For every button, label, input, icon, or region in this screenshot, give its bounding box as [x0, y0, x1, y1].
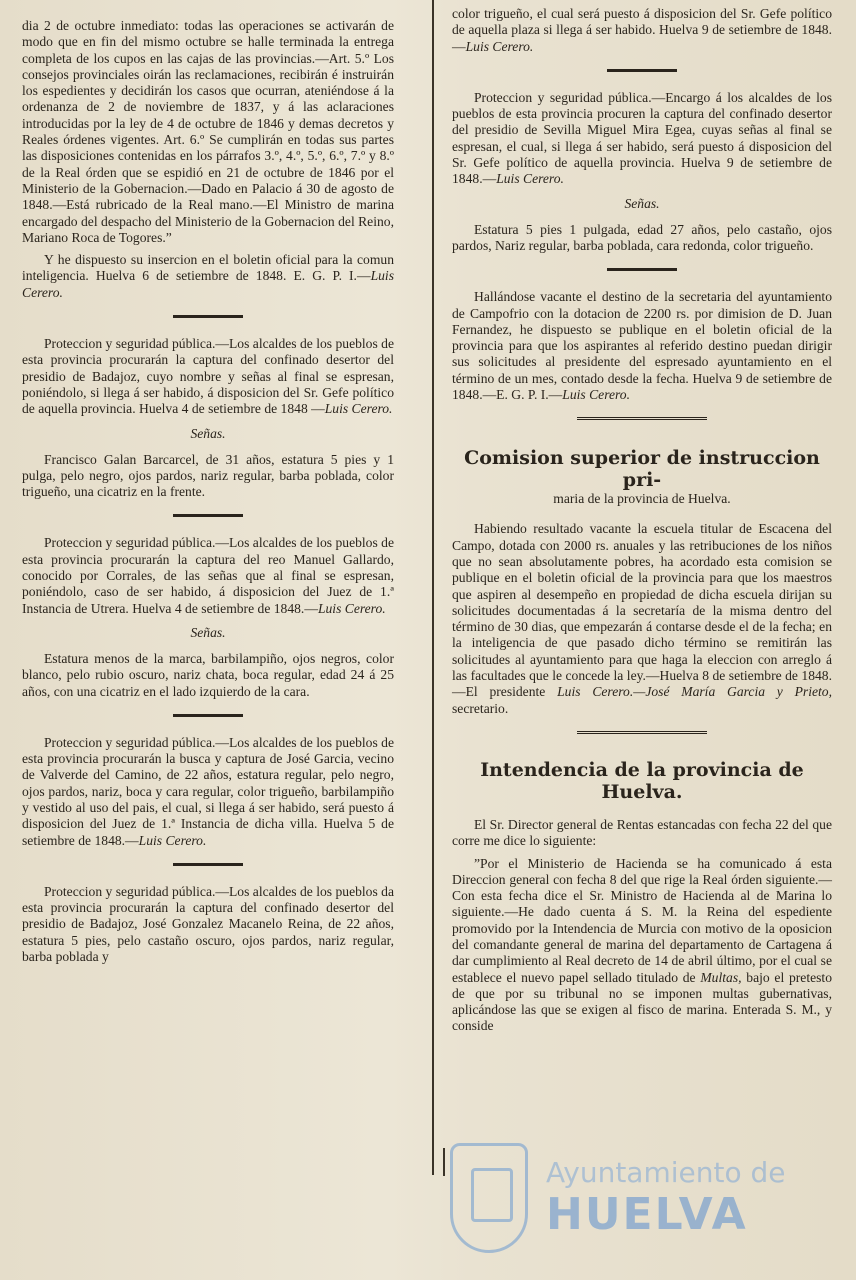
insertion-notice-text: Y he dispuesto su insercion en el boletin oficial para la comun inteligencia. Huelva 6 de setiembre de 1848. E. G. P. I.— — [22, 252, 394, 284]
senas-gallardo: Estatura menos de la marca, barbilampiño, ojos negros, color blanco, pelo rubio oscuro, nariz chata, boca regular, edad 24 á 25 años, con una cicatriz en el lado izquierdo de la cara. — [22, 650, 394, 699]
notice-escacena-signature: Luis Cerero.—José María Garcia y Prieto, — [557, 684, 833, 700]
notice-campofrio-text: Hallándose vacante el destino de la secretaria del ayuntamiento de Campofrio con la dotacion de 2200 rs. por dimision de D. Juan Fernandez, he dispuesto se publique en el boletin oficial de la provincia para que los aspirantes al referido destino puedan dirigir sus solicitudes al presidente del espresado ayuntamiento en el término de un mes, contado desde la fecha. Huelva 9 de setiembre de 1848.—E. G. P. I.— — [452, 289, 832, 403]
senas-label: Señas. — [190, 624, 226, 640]
separator-rule — [173, 514, 243, 517]
intendencia-order — [452, 856, 832, 1035]
notice-continuation — [452, 6, 832, 55]
section-double-rule — [577, 731, 707, 737]
senas-mira-egea: Estatura 5 pies 1 pulgada, edad 27 años, pelo castaño, ojos pardos, Nariz regular, barba poblada, cara redonda, color trigueño. — [452, 221, 832, 253]
watermark-line2: HUELVA — [546, 1189, 748, 1240]
intendencia-order-text: ”Por el Ministerio de Hacienda se ha comunicado á esta Direccion general con fecha 8 del que rige la Real órden siguiente.—Con esta fecha dice el Sr. Ministro de Hacienda al de Marina lo siguiente.—He dado cuenta á S. M. la Reina del espediente promovido por la Intendencia de Murcia con motivo de la oposicion del comandante general de marina del departamento de Cartagena á dar cumplimiento al Real decreto de 14 de abril último, por el cual se establece el nuevo papel sellado titulado de — [452, 855, 832, 985]
notice-garcia — [22, 735, 394, 849]
separator-rule — [173, 315, 243, 318]
decree-continuation: dia 2 de octubre inmediato: todas las operaciones se activarán de modo que en fin del mismo octubre se halle terminada la entrega completa de los cupos en las cajas de las provincias.—Art. 5.º Los consejos provinciales oirán las reclamaciones, recibirán é instruirán los espedientes y decidirán los casos que ocurran, ateniéndose á la ordenanza de 2 de noviembre de 1837, y á las aclaraciones introducidas por la ley de 4 de octubre de 1846 y demas decretos y Reales órdenes vigentes. Art. 6.º Se cumplirán en todas sus partes las disposiciones contenidas en los párrafos 3.º, 4.º, 5.º, 6.º, 7.º y 8.º de la Real órden que se espidió en 21 de octubre de 1846 por el Ministerio de la Gobernacion.—Dado en Palacio á 30 de agosto de 1848.—Está rubricado de la Real mano.—El Ministro de marina encargado del despacho del Ministerio de la Gobernacion del Reino, Mariano Roca de Togores.” — [22, 18, 394, 245]
intendencia-intro: El Sr. Director general de Rentas estancadas con fecha 22 del que corre me dice lo siguiente: — [452, 816, 832, 849]
notice-mira-egea-text: Proteccion y seguridad pública.—Encargo á los alcaldes de los pueblos de esta provincia procuren la captura del confinado desertor del presidio de Sevilla Miguel Mira Egea, cuyas señas al final se espresan, el cual, si llega á ser habido, será puesto á disposicion del Sr. Gefe político de aquella provincia. Huelva 9 de setiembre de 1848.— — [452, 89, 832, 187]
notice-continuation-signature: Luis Cerero. — [465, 38, 534, 54]
senas-label: Señas. — [190, 425, 226, 441]
notice-escacena-text: Habiendo resultado vacante la escuela titular de Escacena del Campo, dotada con 2000 rs. anuales y las retribuciones de los niños que no sean absolutamente pobres, ha acordado esta comision se publique en el boletin oficial de la provincia para que los maestros que aspiren al desempeño en propiedad de dicha escuela dirijan su solicitudes documentadas á la secretaría de la misma dentro del término de 30 dias, que empezarán á contarse desde el de la fecha; en la inteligencia de que pasado dicho término se remitirán las solicitudes al ayuntamiento para que haga la eleccion con arreglo á las facultades que le concede la ley.—Huelva 8 de setiembre de 1848.—El presidente — [452, 521, 832, 700]
notice-mira-egea-signature: Luis Cerero. — [496, 171, 564, 187]
notice-gallardo — [22, 535, 394, 616]
separator-rule — [173, 863, 243, 866]
section-subheading-comision: maria de la provincia de Huelva. — [553, 491, 731, 507]
section-heading-comision: Comision superior de instruccion pri- — [464, 447, 820, 492]
notice-escacena-role: secretario. — [452, 700, 509, 716]
senas-galan: Francisco Galan Barcarcel, de 31 años, estatura 5 pies y 1 pulga, pelo negro, ojos pardos, nariz regular, barba poblada, color trigueño, una cicatriz en la frente. — [22, 451, 394, 500]
notice-gallardo-text: Proteccion y seguridad pública.—Los alcaldes de los pueblos de esta provincia procurarán la captura del reo Manuel Gallardo, conocido por Corrales, de las señas que al final se espresan, poniéndolo, caso de ser habido, á disposicion del Juez de 1.ª Instancia de Utrera. Huelva 4 de setiembre de 1848.— — [22, 535, 394, 616]
notice-campofrio-signature: Luis Cerero. — [562, 387, 630, 403]
city-shield-icon — [450, 1143, 528, 1253]
notice-galan-text: Proteccion y seguridad pública.—Los alcaldes de los pueblos de esta provincia procurarán la captura del confinado desertor del presidio de Badajoz, cuyo nombre y señas al final se espresan, poniéndolo, si llega á ser habido, á disposicion del Sr. Gefe político de aquella provincia. Huelva 4 de setiembre de 1848 — — [22, 336, 394, 417]
notice-gonzalez: Proteccion y seguridad pública.—Los alcaldes de los pueblos da esta provincia procurarán la captura del confinado desertor del presidio de Badajoz, José Gonzalez Macanelo Reina, de 22 años, estatura 5 pies, pelo castaño oscuro, ojos pardos, nariz regular, barba poblada y — [22, 883, 394, 965]
watermark-line1: Ayuntamiento de — [546, 1156, 786, 1189]
column-divider-mark — [443, 1148, 445, 1176]
notice-garcia-signature: Luis Cerero. — [138, 832, 207, 848]
separator-rule — [173, 714, 243, 717]
column-divider — [432, 0, 434, 1175]
intendencia-order-end: bajo el pretesto de que por su tribunal no se imponen multas gubernativas, aplicándose las que se exigen al fisco de marina. Enterada S. M., y conside — [452, 969, 832, 1034]
notice-garcia-text: Proteccion y seguridad pública.—Los alcaldes de los pueblos de esta provincia procurarán la busca y captura de José Garcia, vecino de Valverde del Camino, de 22 años, estatura regular, pelo negro, ojos pardos, nariz, boca y cara regular, color trigueño, barbilampiño y vestido al uso del pais, el cual, si llega á ser habido, será puesto á disposicion del Juez de 1.ª Instancia de dicha villa. Huelva 5 de setiembre de 1848.— — [22, 734, 394, 848]
notice-mira-egea — [452, 90, 832, 188]
intendencia-order-italic: Multas, — [700, 969, 742, 985]
notice-escacena — [452, 521, 832, 717]
senas-label: Señas. — [624, 195, 660, 211]
left-column — [22, 18, 394, 971]
insertion-notice — [22, 252, 394, 301]
section-double-rule — [577, 417, 707, 423]
insertion-notice-signature: Luis Cerero. — [22, 268, 394, 300]
notice-continuation-text: color trigueño, el cual será puesto á disposicion del Sr. Gefe político de aquella plaza si llega á ser habido. Huelva 9 de setiembre de 1848.— — [452, 6, 832, 54]
ayuntamiento-watermark — [450, 1128, 830, 1268]
separator-rule — [607, 268, 677, 271]
section-heading-intendencia: Intendencia de la provincia de Huelva. — [480, 758, 804, 803]
watermark-text — [546, 1156, 786, 1240]
notice-gallardo-signature: Luis Cerero. — [317, 600, 386, 616]
notice-galan-signature: Luis Cerero. — [324, 401, 393, 417]
notice-galan — [22, 336, 394, 417]
notice-campofrio — [452, 289, 832, 403]
right-column — [452, 6, 832, 1035]
separator-rule — [607, 69, 677, 72]
